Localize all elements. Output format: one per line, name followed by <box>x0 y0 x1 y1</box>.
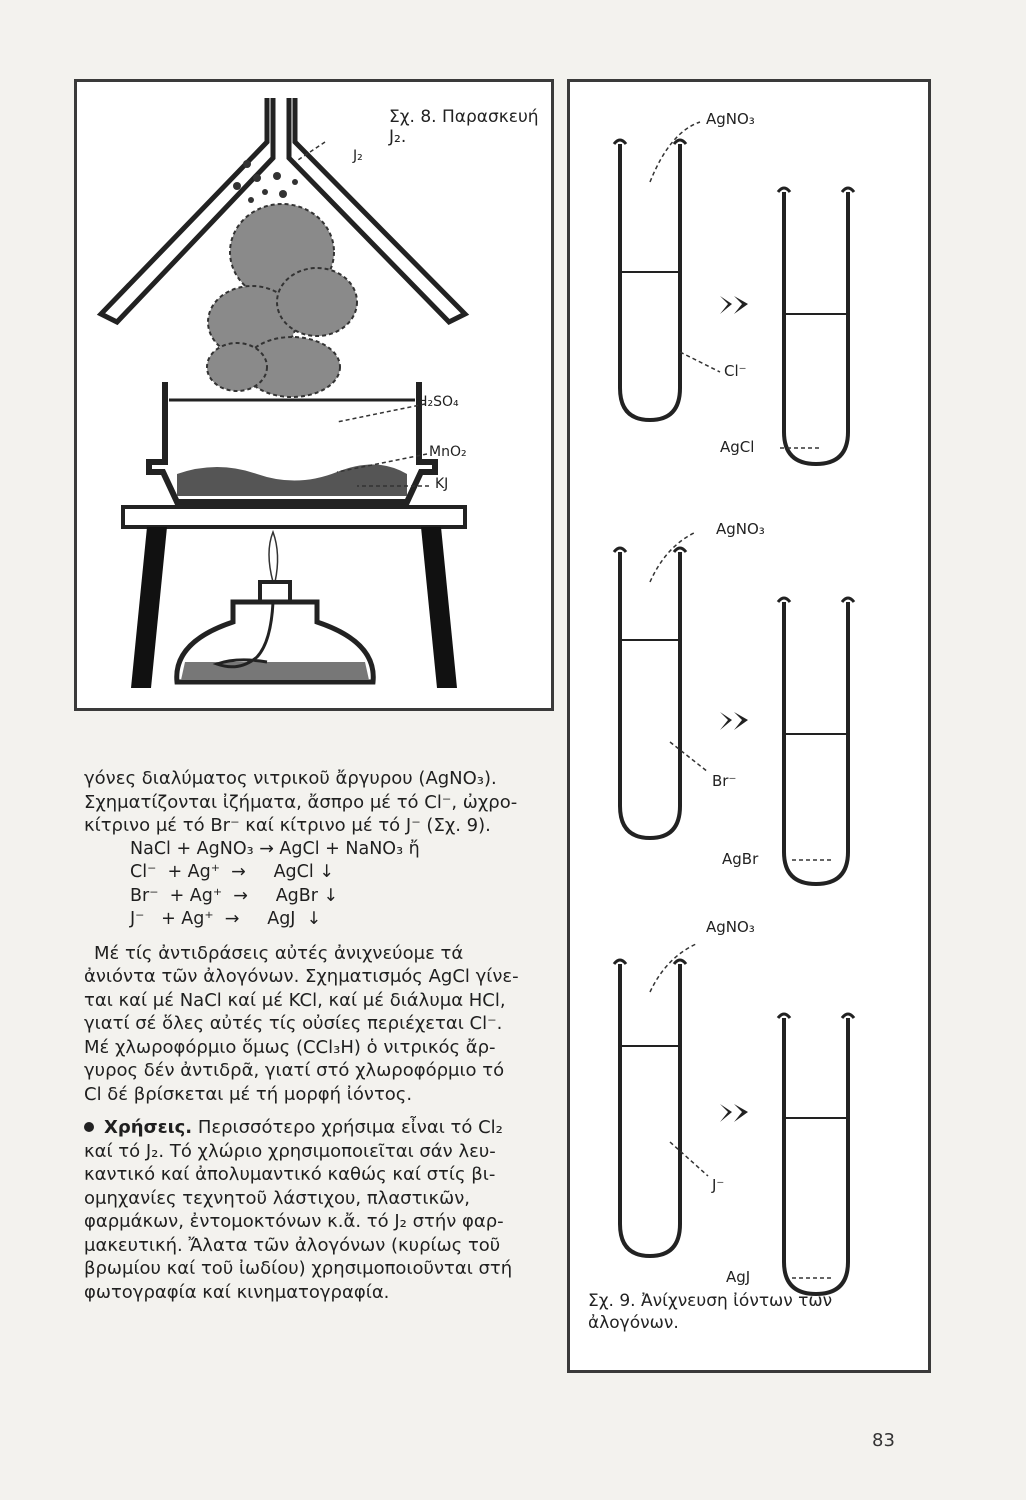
label-manganese-dioxide: MnO₂ <box>429 444 467 460</box>
label-potassium-iodide: KJ <box>435 476 449 492</box>
paragraph-detection <box>84 942 550 1107</box>
text-line: βρωμίου καί τοῦ ἰωδίου) χρησιμοποιοῦνται στή <box>84 1258 513 1279</box>
uses-first-line: Περισσότερο χρήσιμα εἶναι τό Cl₂ <box>192 1117 503 1138</box>
text-line: καί τό J₂. Τό χλώριο χρησιμοποιεῖται σάν λευ- <box>84 1140 496 1162</box>
text-line: Μέ χλωροφόρμιο ὅμως (CCl₃H) ὁ νιτρικός ἄρ- <box>84 1036 496 1058</box>
bullet-icon <box>84 1122 94 1132</box>
test1-precipitate-label: AgCl <box>720 438 755 456</box>
equation-line: Br⁻ + Ag⁺ → AgBr ↓ <box>130 885 339 906</box>
text-line: γόνες διαλύματος νιτρικοῦ ἄργυρου (AgNO₃). <box>84 768 497 789</box>
equation-line: J⁻ + Ag⁺ → AgJ ↓ <box>130 909 322 929</box>
figure-9-halide-ion-detection <box>567 79 931 1373</box>
test3-ion-label: J⁻ <box>712 1176 725 1194</box>
figure-9-caption: Σχ. 9. Ἀνίχνευση ἰόντων τῶν ἀλογόνων. <box>588 1291 833 1333</box>
text-line <box>84 1116 550 1140</box>
iodine-apparatus-drawing <box>77 82 551 708</box>
text-line: Cl δέ βρίσκεται μέ τή μορφή ἰόντος. <box>84 1083 413 1105</box>
text-line: ἀνιόντα τῶν ἀλογόνων. Σχηματισμός AgCl γίνε- <box>84 966 519 987</box>
equation-line: Cl⁻ + Ag⁺ → AgCl ↓ <box>130 862 334 882</box>
equation-line: NaCl + AgNO₃ → AgCl + NaNO₃ ἤ <box>130 838 420 859</box>
page-number: 83 <box>872 1430 895 1451</box>
paragraph-reaction-intro <box>84 767 550 838</box>
text-line: καντικό καί ἀπολυμαντικό καθώς καί στίς βι- <box>84 1164 496 1185</box>
test2-reagent-label: AgNO₃ <box>716 520 765 538</box>
text-line: γυρος δέν ἀντιδρᾶ, γιατί στό χλωροφόρμιο τό <box>84 1060 505 1081</box>
paragraph-uses <box>84 1116 550 1304</box>
figure-8-caption: Σχ. 8. Παρασκευή J₂. <box>389 107 539 147</box>
text-line: Μέ τίς ἀντιδράσεις αὐτές ἀνιχνεύομε τά <box>94 942 464 964</box>
text-line: μακευτική. Ἄλατα τῶν ἀλογόνων (κυρίως τοῦ <box>84 1234 501 1256</box>
body-text-column <box>84 767 550 1304</box>
text-line: φωτογραφία καί κινηματογραφία. <box>84 1281 390 1303</box>
test1-ion-label: Cl⁻ <box>724 362 747 380</box>
text-line: κίτρινο μέ τό Br⁻ καί κίτρινο μέ τό J⁻ (Σχ. 9). <box>84 815 491 836</box>
test1-reagent-label: AgNO₃ <box>706 110 755 128</box>
text-line: φαρμάκων, ἐντομοκτόνων κ.ἄ. τό J₂ στήν φαρ- <box>84 1211 504 1232</box>
label-iodine: J₂ <box>353 148 363 164</box>
text-line: ται καί μέ NaCl καί μέ KCl, καί μέ διάλυμα HCl, <box>84 989 506 1011</box>
label-sulfuric-acid: H₂SO₄ <box>417 394 459 410</box>
figure-8-iodine-preparation <box>74 79 554 711</box>
text-line: γιατί σέ ὅλες αὐτές τίς οὐσίες περιέχεται Cl⁻. <box>84 1013 503 1034</box>
test2-ion-label: Br⁻ <box>712 772 737 790</box>
text-line: Σχηματίζονται ἰζήματα, ἄσπρο μέ τό Cl⁻, ὠχρο- <box>84 791 518 813</box>
uses-heading: Χρήσεις. <box>104 1117 193 1138</box>
text-line: ομηχανίες τεχνητοῦ λάστιχου, πλαστικῶν, <box>84 1187 470 1209</box>
reaction-equations <box>84 838 550 932</box>
test3-precipitate-label: AgJ <box>726 1268 751 1286</box>
test3-reagent-label: AgNO₃ <box>706 918 755 936</box>
test-tubes-drawing <box>570 82 928 1370</box>
test2-precipitate-label: AgBr <box>722 850 759 868</box>
